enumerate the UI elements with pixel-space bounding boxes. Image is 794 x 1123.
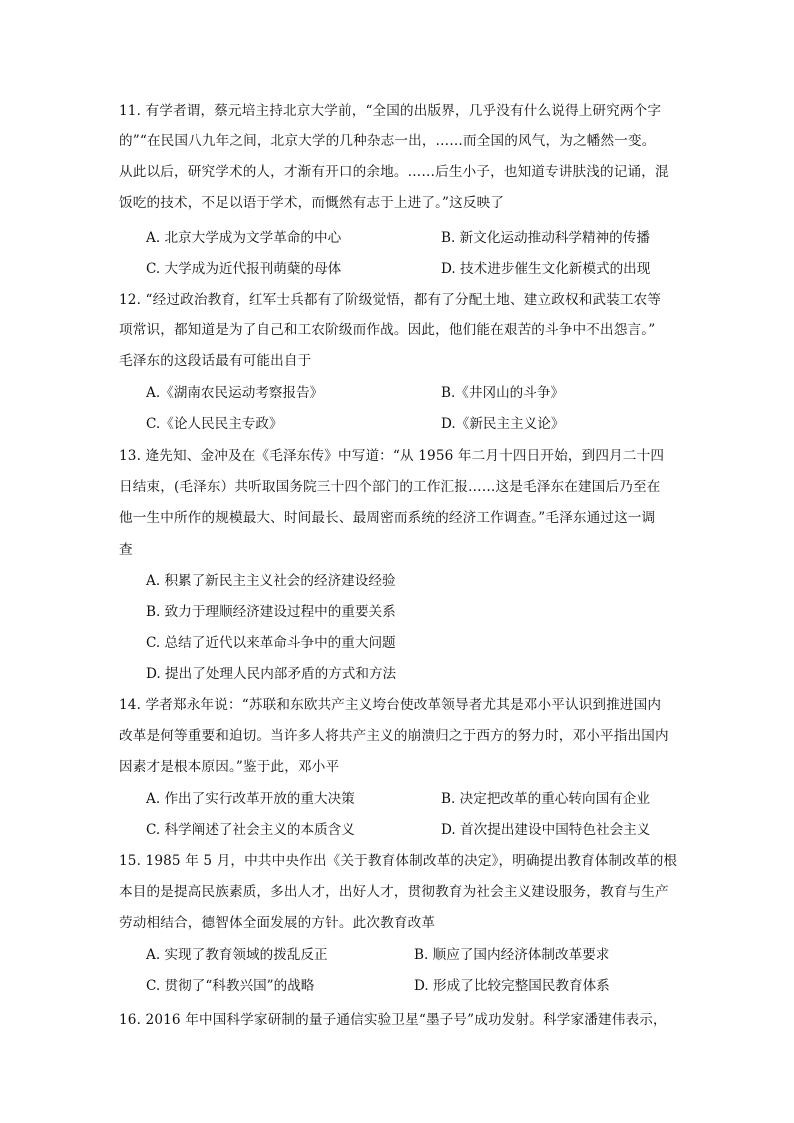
question-text-line: 劳动相结合，德智体全面发展的方针。此次教育改革 [119, 915, 436, 931]
question-text-line: 从此以后，研究学术的人，才渐有开口的余地。……后生小子，也知道专讲肤浅的记诵，混 [119, 164, 669, 180]
option-d: D. 首次提出建设中国特色社会主义 [441, 822, 651, 838]
question-text-line: 12. “经过政治教育，红军士兵都有了阶级觉悟，都有了分配土地、建立政权和武装工农等 [119, 292, 662, 308]
option-c: C. 总结了近代以来革命斗争中的重大问题 [146, 635, 396, 651]
question-text-line: 查 [119, 542, 133, 558]
option-d: D. 提出了处理人民内部矛盾的方式和方法 [146, 666, 397, 682]
question-text-line: 因素才是根本原因。”鉴于此，邓小平 [119, 759, 340, 775]
option-c: C. 大学成为近代报刊萌蘖的母体 [146, 261, 342, 277]
option-b: B. 决定把改革的重心转向国有企业 [441, 791, 650, 807]
option-b: B. 致力于理顺经济建设过程中的重要关系 [146, 604, 396, 620]
option-d: D. 技术进步催生文化新模式的出现 [441, 261, 651, 277]
option-d: D. 形成了比较完整国民教育体系 [414, 978, 610, 994]
option-d: D.《新民主主义论》 [441, 416, 565, 432]
option-c: C. 科学阐述了社会主义的本质含义 [146, 822, 355, 838]
question-text-line: 本目的是提高民族素质，多出人才，出好人才，贯彻教育为社会主义建设服务，教育与生产 [119, 884, 669, 900]
option-b: B. 顺应了国内经济体制改革要求 [414, 947, 610, 963]
option-b: B.《井冈山的斗争》 [441, 385, 565, 401]
question-text-line: 项常识，都知道是为了自己和工农阶级而作战。因此，他们能在艰苦的斗争中不出怨言。” [119, 322, 656, 338]
question-text-line: 16. 2016 年中国科学家研制的量子通信实验卫星“墨子号”成功发射。科学家潘建伟表示， [119, 1012, 667, 1028]
option-a: A.《湖南农民运动考察报告》 [146, 385, 324, 401]
option-a: A. 实现了教育领域的拨乱反正 [146, 947, 328, 963]
question-text-line: 14. 学者郑永年说：“苏联和东欧共产主义垮台使改革领导者尤其是邓小平认识到推进国内 [119, 697, 662, 713]
question-text-line: 日结束，(毛泽东）共听取国务院三十四个部门的工作汇报……这是毛泽东在建国后乃至在 [119, 479, 661, 495]
question-text-line: 改革是何等重要和迫切。当许多人将共产主义的崩溃归之于西方的努力时，邓小平指出国内 [119, 728, 669, 744]
question-text-line: 13. 逄先知、金冲及在《毛泽东传》中写道：“从 1956 年二月十四日开始，到四月二十四 [119, 448, 665, 464]
question-text-line: 饭吃的技术，不足以语于学术，而慨然有志于上进了。”这反映了 [119, 195, 505, 211]
question-text-line: 的”“在民国八九年之间，北京大学的几种杂志一出，……而全国的风气，为之幡然一变。 [119, 133, 656, 149]
option-a: A. 北京大学成为文学革命的中心 [146, 230, 342, 246]
question-text-line: 他一生中所作的规模最大、时间最长、最周密而系统的经济工作调查。”毛泽东通过这一调 [119, 510, 656, 526]
question-text-line: 11. 有学者谓，蔡元培主持北京大学前，“全国的出版界，几乎没有什么说得上研究两个字 [119, 103, 662, 119]
option-c: C.《论人民民主专政》 [146, 416, 283, 432]
question-text-line: 15. 1985 年 5 月，中共中央作出《关于教育体制改革的决定》，明确提出教育体制改革的根 [119, 853, 678, 869]
option-b: B. 新文化运动推动科学精神的传播 [441, 230, 650, 246]
question-text-line: 毛泽东的这段话最有可能出自于 [119, 353, 312, 369]
option-c: C. 贯彻了“科教兴国”的战略 [146, 978, 315, 994]
option-a: A. 作出了实行改革开放的重大决策 [146, 791, 355, 807]
option-a: A. 积累了新民主主义社会的经济建设经验 [146, 573, 396, 589]
